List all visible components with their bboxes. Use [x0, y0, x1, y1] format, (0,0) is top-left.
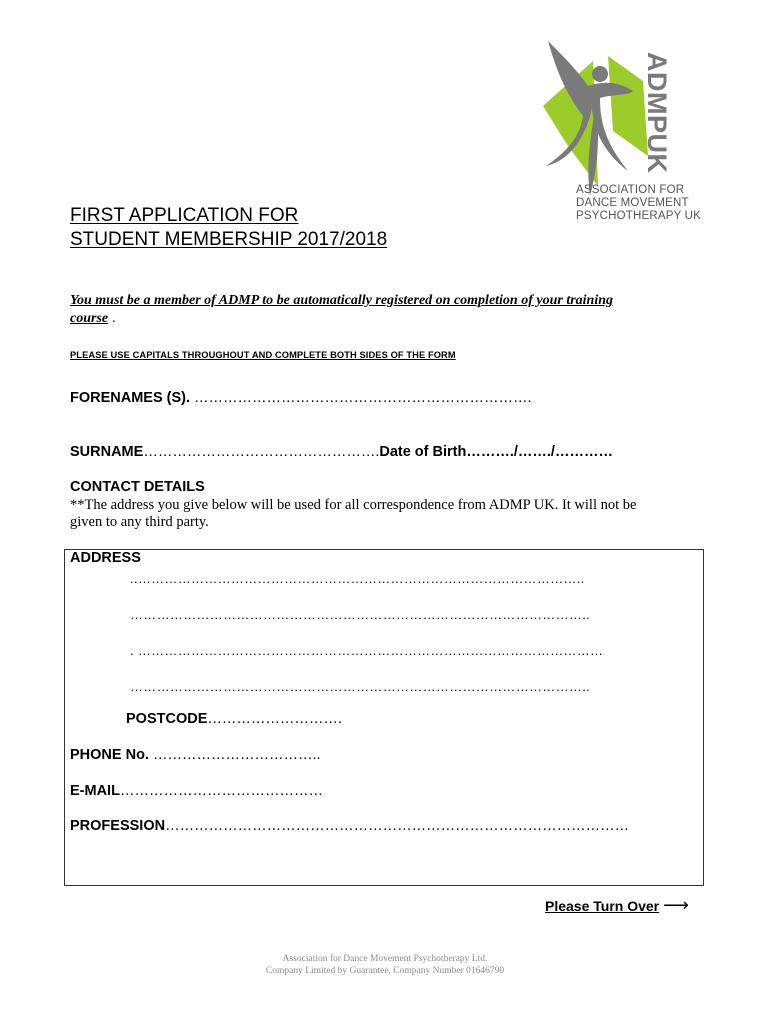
form-title-line-1: FIRST APPLICATION FOR [70, 205, 299, 226]
email-dots: …………………………………… [119, 783, 323, 799]
capitals-instruction: PLEASE USE CAPITALS THROUGHOUT AND COMPLETE BOTH SIDES OF THE FORM [70, 350, 456, 360]
footer-company-number: Company Limited by Guarantee, Company Number 01646790 [265, 966, 505, 976]
logo-wordmark-text: ADMPUK [642, 52, 672, 174]
please-turn-over [545, 895, 689, 916]
phone-label: PHONE No. [70, 747, 149, 763]
address-label: ADDRESS [70, 550, 141, 566]
contact-details-heading: CONTACT DETAILS [70, 479, 205, 495]
contact-note-line-1: **The address you give below will be used for all correspondence from ADMP UK. It will not be [70, 497, 637, 513]
logo-caption-line: DANCE MOVEMENT [576, 197, 689, 209]
surname-dots: …………………………………………. [143, 444, 380, 460]
forenames-dots: ……………………………………………………………. [190, 390, 532, 406]
form-title-line-2: STUDENT MEMBERSHIP 2017/2018 [70, 229, 388, 250]
postcode-label: POSTCODE [126, 711, 208, 727]
postcode-field[interactable] [126, 711, 342, 727]
dob-label: Date of Birth [379, 444, 467, 460]
logo-wordmark [640, 50, 680, 180]
membership-note-line-1: You must be a member of ADMP to be automatically registered on completion of your training [70, 293, 614, 308]
email-label: E-MAIL [70, 783, 120, 799]
address-line-3[interactable]: . …………………………………………………………………………………………… [130, 643, 604, 658]
please-turn-over-text: Please Turn Over [545, 898, 660, 914]
address-line-4[interactable]: ………………………………………………………………………………………….. [130, 679, 591, 694]
logo-caption-line: ASSOCIATION FOR [576, 184, 685, 196]
profession-label: PROFESSION [70, 818, 166, 834]
dancer-figure-icon [543, 41, 648, 196]
profession-dots: …………………………………………………………………………………… [165, 818, 630, 834]
email-field[interactable] [70, 783, 323, 799]
phone-dots: …………………………….. [148, 747, 321, 763]
logo-caption-line: PSYCHOTHERAPY UK [576, 210, 702, 222]
arrow-right-icon: ⟶ [663, 895, 689, 915]
surname-label: SURNAME [70, 444, 144, 460]
contact-note-line-2: given to any third party. [70, 514, 209, 530]
address-line-2[interactable]: ………………………………………………………………………………………….. [130, 607, 591, 622]
forenames-label: FORENAMES (S). [70, 390, 191, 406]
postcode-dots: ………………………. [207, 711, 342, 727]
profession-field[interactable] [70, 818, 629, 834]
phone-field[interactable] [70, 747, 321, 763]
footer-company-name: Association for Dance Movement Psychotherapy Ltd. [282, 954, 488, 964]
membership-note-period: . [112, 311, 116, 326]
logo-caption [576, 184, 701, 223]
address-line-1[interactable]: ..……………………………………………………………………………………….. [130, 571, 585, 586]
forenames-field[interactable] [70, 390, 532, 406]
surname-dob-row[interactable] [70, 444, 613, 460]
dob-dots: ………./……./………… [466, 444, 613, 460]
membership-note-line-2: course [70, 311, 109, 326]
